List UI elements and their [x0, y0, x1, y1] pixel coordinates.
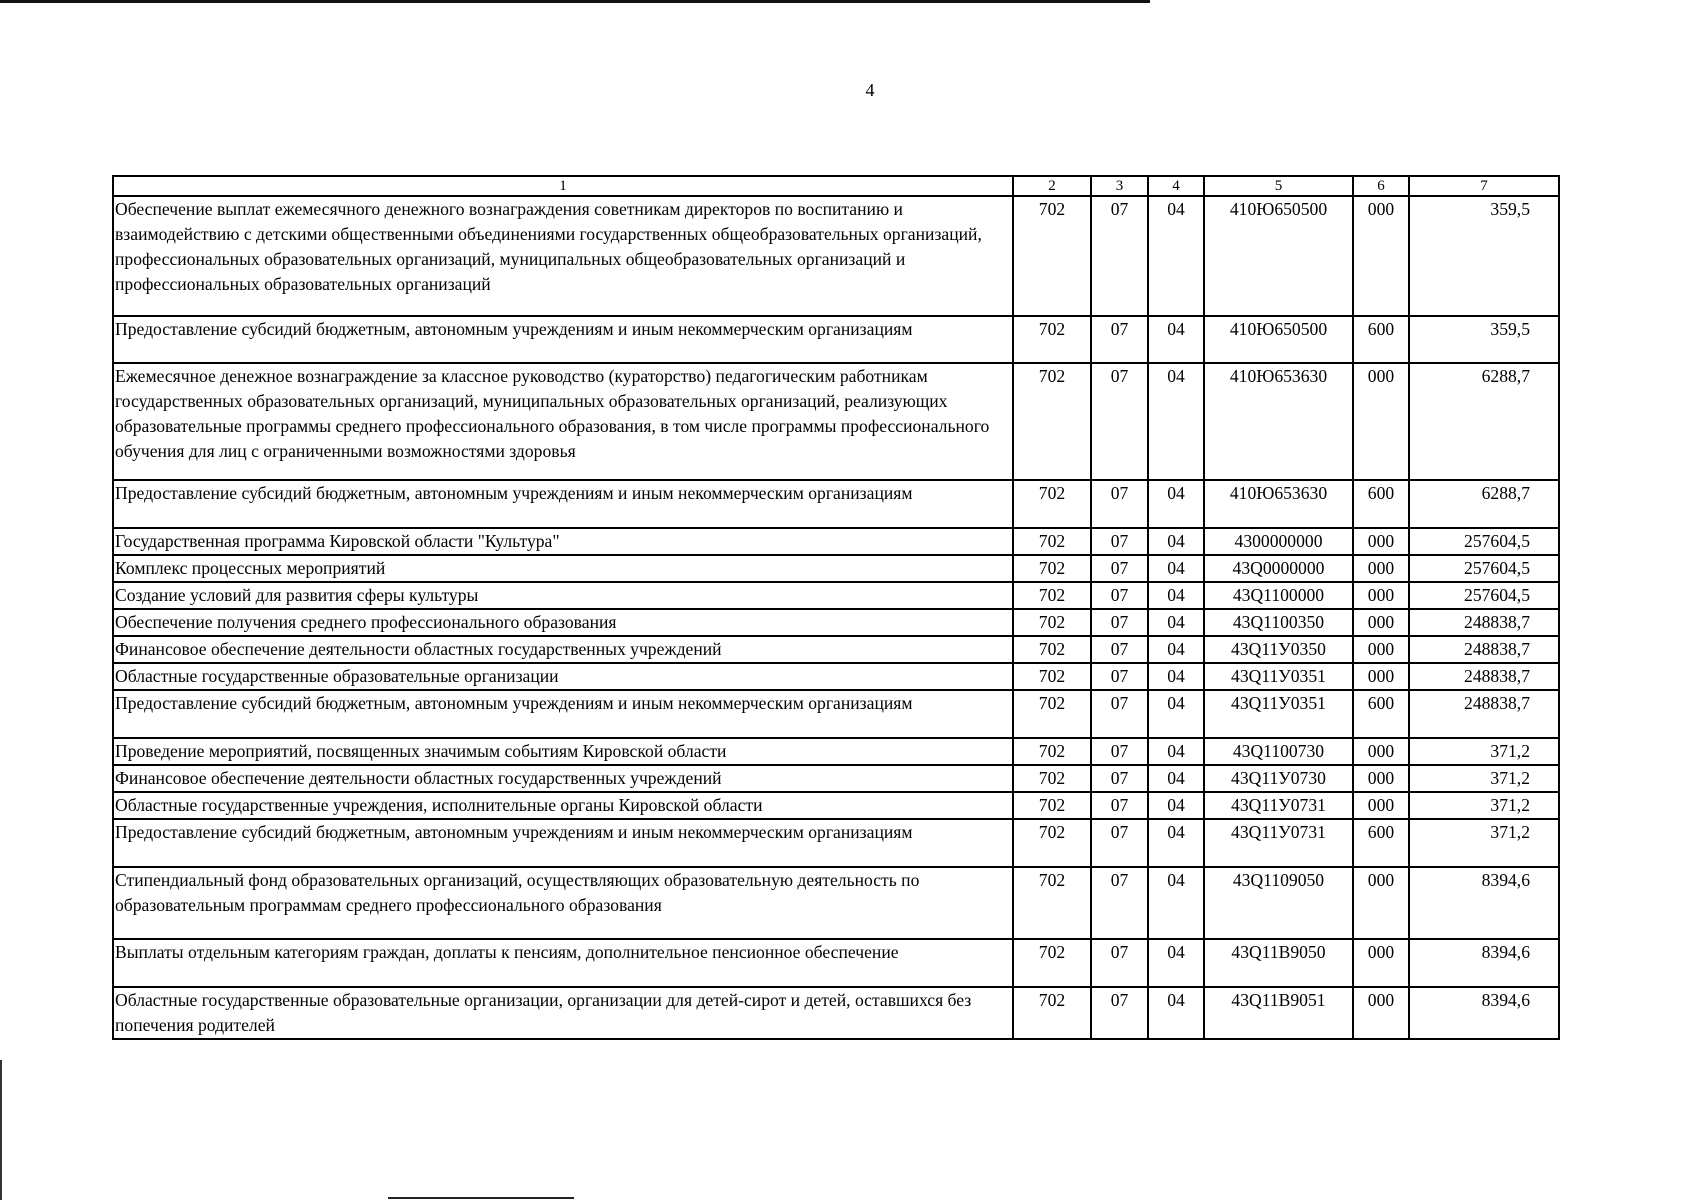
- page-number: 4: [865, 80, 875, 100]
- row-code-target-article: 410Ю650500: [1204, 316, 1353, 363]
- row-description: Создание условий для развития сферы культуры: [113, 582, 1013, 609]
- row-amount: 6288,7: [1409, 480, 1559, 528]
- row-amount: 8394,6: [1409, 939, 1559, 987]
- row-code-section: 07: [1091, 316, 1148, 363]
- row-code-subsection: 04: [1148, 663, 1204, 690]
- row-description: Комплекс процессных мероприятий: [113, 555, 1013, 582]
- row-code-target-article: 410Ю653630: [1204, 363, 1353, 480]
- row-code-target-article: 43Q1100730: [1204, 738, 1353, 765]
- row-code-section: 07: [1091, 690, 1148, 738]
- row-description: Обеспечение получения среднего профессионального образования: [113, 609, 1013, 636]
- row-code-subsection: 04: [1148, 636, 1204, 663]
- table-row: [113, 690, 1559, 738]
- row-code-ministry: 702: [1013, 792, 1091, 819]
- row-code-ministry: 702: [1013, 765, 1091, 792]
- row-code-target-article: 43Q11У0731: [1204, 792, 1353, 819]
- row-description: Предоставление субсидий бюджетным, автономным учреждениям и иным некоммерческим организациям: [113, 819, 1013, 867]
- table-row: [113, 939, 1559, 987]
- row-code-expense-type: 000: [1353, 363, 1409, 480]
- left-scan-mark: [0, 1060, 2, 1200]
- table-row: [113, 528, 1559, 555]
- row-code-section: 07: [1091, 196, 1148, 316]
- row-code-subsection: 04: [1148, 480, 1204, 528]
- row-code-section: 07: [1091, 819, 1148, 867]
- row-description: Областные государственные учреждения, исполнительные органы Кировской области: [113, 792, 1013, 819]
- row-description: Предоставление субсидий бюджетным, автономным учреждениям и иным некоммерческим организациям: [113, 690, 1013, 738]
- row-code-ministry: 702: [1013, 363, 1091, 480]
- row-code-subsection: 04: [1148, 528, 1204, 555]
- row-description: Обеспечение выплат ежемесячного денежного вознаграждения советникам директоров по воспитанию и взаимодействию с детскими общественными объединениями государственных общеобразовательных организаций, профессиональных образовательных организаций, муниципальных общеобразовательных организаций и профессиональных образовательных организаций: [113, 196, 1013, 316]
- row-amount: 248838,7: [1409, 690, 1559, 738]
- table-row: [113, 636, 1559, 663]
- table-row: [113, 555, 1559, 582]
- row-description: Стипендиальный фонд образовательных организаций, осуществляющих образовательную деятельность по образовательным программам среднего профессионального образования: [113, 867, 1013, 939]
- row-amount: 371,2: [1409, 738, 1559, 765]
- row-code-ministry: 702: [1013, 738, 1091, 765]
- row-description: Финансовое обеспечение деятельности областных государственных учреждений: [113, 765, 1013, 792]
- row-code-target-article: 43Q11У0350: [1204, 636, 1353, 663]
- row-amount: 371,2: [1409, 765, 1559, 792]
- row-code-expense-type: 000: [1353, 738, 1409, 765]
- row-code-expense-type: 000: [1353, 555, 1409, 582]
- row-code-subsection: 04: [1148, 582, 1204, 609]
- table-row: [113, 316, 1559, 363]
- column-header-2: 2: [1013, 176, 1091, 196]
- row-amount: 359,5: [1409, 196, 1559, 316]
- row-code-section: 07: [1091, 987, 1148, 1039]
- row-amount: 257604,5: [1409, 582, 1559, 609]
- top-scan-border: [0, 0, 1150, 3]
- row-code-section: 07: [1091, 582, 1148, 609]
- row-code-ministry: 702: [1013, 480, 1091, 528]
- row-code-target-article: 43Q11B9051: [1204, 987, 1353, 1039]
- row-code-subsection: 04: [1148, 939, 1204, 987]
- row-description: Проведение мероприятий, посвященных значимым событиям Кировской области: [113, 738, 1013, 765]
- table-row: [113, 196, 1559, 316]
- row-code-expense-type: 000: [1353, 663, 1409, 690]
- bottom-scan-line: [388, 1197, 574, 1199]
- table-row: [113, 765, 1559, 792]
- column-header-7: 7: [1409, 176, 1559, 196]
- row-code-target-article: 43Q1100000: [1204, 582, 1353, 609]
- row-amount: 371,2: [1409, 792, 1559, 819]
- row-amount: 8394,6: [1409, 987, 1559, 1039]
- row-code-expense-type: 600: [1353, 480, 1409, 528]
- row-code-section: 07: [1091, 792, 1148, 819]
- row-code-target-article: 43Q1100350: [1204, 609, 1353, 636]
- row-code-expense-type: 600: [1353, 316, 1409, 363]
- row-code-section: 07: [1091, 636, 1148, 663]
- row-description: Государственная программа Кировской области "Культура": [113, 528, 1013, 555]
- row-amount: 6288,7: [1409, 363, 1559, 480]
- table-row: [113, 792, 1559, 819]
- row-amount: 257604,5: [1409, 528, 1559, 555]
- row-code-target-article: 43Q0000000: [1204, 555, 1353, 582]
- row-code-target-article: 43Q11У0351: [1204, 663, 1353, 690]
- row-code-target-article: 43Q11У0731: [1204, 819, 1353, 867]
- row-code-target-article: 43Q1109050: [1204, 867, 1353, 939]
- row-amount: 248838,7: [1409, 609, 1559, 636]
- table-row: [113, 867, 1559, 939]
- row-code-ministry: 702: [1013, 663, 1091, 690]
- row-code-expense-type: 000: [1353, 867, 1409, 939]
- row-amount: 248838,7: [1409, 636, 1559, 663]
- row-code-target-article: 410Ю650500: [1204, 196, 1353, 316]
- row-code-section: 07: [1091, 480, 1148, 528]
- row-code-ministry: 702: [1013, 636, 1091, 663]
- table-header-row: [113, 176, 1559, 196]
- row-amount: 257604,5: [1409, 555, 1559, 582]
- row-code-ministry: 702: [1013, 939, 1091, 987]
- row-code-target-article: 43Q11У0730: [1204, 765, 1353, 792]
- row-code-section: 07: [1091, 528, 1148, 555]
- row-code-ministry: 702: [1013, 690, 1091, 738]
- row-description: Финансовое обеспечение деятельности областных государственных учреждений: [113, 636, 1013, 663]
- row-code-subsection: 04: [1148, 316, 1204, 363]
- row-code-target-article: 43Q11B9050: [1204, 939, 1353, 987]
- row-code-expense-type: 000: [1353, 765, 1409, 792]
- row-code-target-article: 43Q11У0351: [1204, 690, 1353, 738]
- row-code-subsection: 04: [1148, 555, 1204, 582]
- column-header-3: 3: [1091, 176, 1148, 196]
- row-code-ministry: 702: [1013, 528, 1091, 555]
- row-code-expense-type: 000: [1353, 609, 1409, 636]
- row-code-subsection: 04: [1148, 987, 1204, 1039]
- row-code-expense-type: 000: [1353, 196, 1409, 316]
- row-code-ministry: 702: [1013, 316, 1091, 363]
- row-code-section: 07: [1091, 555, 1148, 582]
- table-row: [113, 480, 1559, 528]
- row-code-subsection: 04: [1148, 738, 1204, 765]
- row-code-section: 07: [1091, 363, 1148, 480]
- row-code-target-article: 410Ю653630: [1204, 480, 1353, 528]
- row-amount: 8394,6: [1409, 867, 1559, 939]
- row-description: Предоставление субсидий бюджетным, автономным учреждениям и иным некоммерческим организациям: [113, 316, 1013, 363]
- row-code-expense-type: 600: [1353, 690, 1409, 738]
- row-code-expense-type: 000: [1353, 636, 1409, 663]
- row-code-ministry: 702: [1013, 609, 1091, 636]
- table-row: [113, 987, 1559, 1039]
- row-code-ministry: 702: [1013, 987, 1091, 1039]
- row-code-ministry: 702: [1013, 582, 1091, 609]
- row-description: Областные государственные образовательные организации, организации для детей-сирот и детей, оставшихся без попечения родителей: [113, 987, 1013, 1039]
- row-code-subsection: 04: [1148, 690, 1204, 738]
- row-description: Выплаты отдельным категориям граждан, доплаты к пенсиям, дополнительное пенсионное обеспечение: [113, 939, 1013, 987]
- column-header-5: 5: [1204, 176, 1353, 196]
- row-code-section: 07: [1091, 738, 1148, 765]
- row-amount: 359,5: [1409, 316, 1559, 363]
- row-code-subsection: 04: [1148, 792, 1204, 819]
- row-code-subsection: 04: [1148, 867, 1204, 939]
- row-code-expense-type: 000: [1353, 528, 1409, 555]
- table-row: [113, 363, 1559, 480]
- row-code-section: 07: [1091, 765, 1148, 792]
- row-description: Ежемесячное денежное вознаграждение за классное руководство (кураторство) педагогическим работникам государственных образовательных организаций, муниципальных образовательных организаций, реализующих образовательные программы среднего профессионального образования, в том числе программы профессионального обучения для лиц с ограниченными возможностями здоровья: [113, 363, 1013, 480]
- row-code-expense-type: 000: [1353, 939, 1409, 987]
- row-code-expense-type: 600: [1353, 819, 1409, 867]
- column-header-1: 1: [113, 176, 1013, 196]
- row-code-ministry: 702: [1013, 819, 1091, 867]
- table-body: [113, 196, 1559, 1039]
- table-row: [113, 582, 1559, 609]
- row-code-ministry: 702: [1013, 867, 1091, 939]
- row-code-ministry: 702: [1013, 555, 1091, 582]
- row-code-subsection: 04: [1148, 819, 1204, 867]
- row-code-subsection: 04: [1148, 363, 1204, 480]
- table-row: [113, 663, 1559, 690]
- row-code-section: 07: [1091, 939, 1148, 987]
- column-header-6: 6: [1353, 176, 1409, 196]
- row-code-section: 07: [1091, 663, 1148, 690]
- row-code-section: 07: [1091, 867, 1148, 939]
- row-code-subsection: 04: [1148, 196, 1204, 316]
- table-row: [113, 819, 1559, 867]
- table-row: [113, 609, 1559, 636]
- row-code-expense-type: 000: [1353, 582, 1409, 609]
- row-description: Предоставление субсидий бюджетным, автономным учреждениям и иным некоммерческим организациям: [113, 480, 1013, 528]
- row-amount: 248838,7: [1409, 663, 1559, 690]
- row-code-expense-type: 000: [1353, 792, 1409, 819]
- row-code-expense-type: 000: [1353, 987, 1409, 1039]
- column-header-4: 4: [1148, 176, 1204, 196]
- row-code-subsection: 04: [1148, 609, 1204, 636]
- budget-table: [112, 175, 1560, 1040]
- row-amount: 371,2: [1409, 819, 1559, 867]
- row-code-ministry: 702: [1013, 196, 1091, 316]
- row-code-subsection: 04: [1148, 765, 1204, 792]
- row-description: Областные государственные образовательные организации: [113, 663, 1013, 690]
- table-row: [113, 738, 1559, 765]
- row-code-target-article: 4300000000: [1204, 528, 1353, 555]
- row-code-section: 07: [1091, 609, 1148, 636]
